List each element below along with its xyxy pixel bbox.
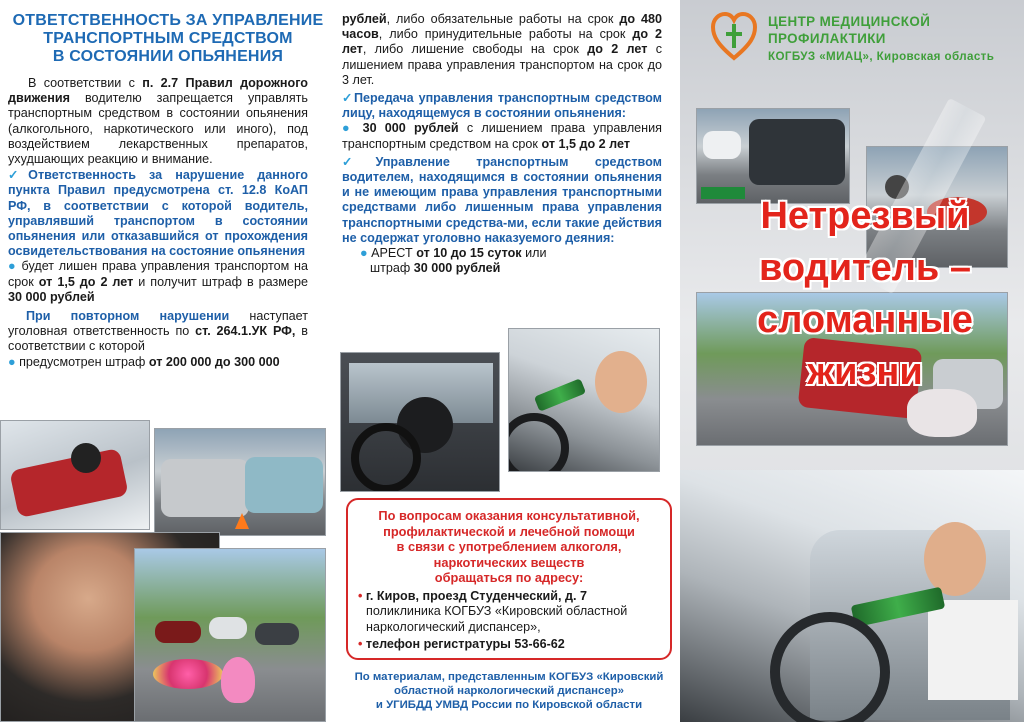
title-line-2: ТРАНСПОРТНЫМ СРЕДСТВОМ: [43, 30, 293, 47]
drinking-driver-photo: [508, 328, 660, 472]
sleeping-driver-photo: [340, 352, 500, 492]
main-title: Нетрезвый водитель – сломанные жизни: [757, 195, 973, 393]
contact-heading: По вопросам оказания консультативной, профилактической и лечебной помощи в связи с употреблением алкоголя, наркотических веществ обращаться по адресу:: [378, 508, 640, 585]
overturned-car-photo: [0, 420, 150, 530]
title-line-3: В СОСТОЯНИИ ОПЬЯНЕНИЯ: [52, 48, 284, 65]
drunk-driver-car-photo: [680, 470, 1024, 722]
koap-check-paragraph: ✓Ответственность за нарушение данного пункта Правил предусмотрена ст. 12.8 КоАП РФ, в соответствии с которой водитель, управлявший транспортом в состоянии опьянения или отказавшийся от прохождения освидетельствования на состояние опьянения: [8, 168, 308, 259]
logo-line-1: ЦЕНТР МЕДИЦИНСКОЙ: [768, 14, 931, 29]
crashed-cars-photo: [154, 428, 326, 536]
responsibility-title: [0, 0, 336, 66]
heart-logo-icon: [711, 12, 757, 62]
contact-box: [346, 498, 672, 660]
penalty-bullet: ● будет лишен права управления транспортом на срок от 1,5 до 2 лет и получит штраф в размере 30 000 рублей: [8, 259, 308, 304]
logo-line-3: КОГБУЗ «МИАЦ», Кировская область: [768, 50, 995, 63]
middle-panel: [336, 0, 680, 722]
bullet-icon: ●: [342, 121, 355, 136]
no-license-check-paragraph: ✓Управление транспортным средством водителем, находящимся в состоянии опьянения и не имеющим права управления транспортными средствами либо лишенным права управления транспортными средства-ми, если такие действия не содержат уголовно наказуемого деяния:: [342, 154, 662, 245]
right-panel: [680, 0, 1024, 722]
transfer-bullet: ● 30 000 рублей с лишением права управления транспортным средством на срок от 1,5 до 2 лет: [342, 121, 662, 151]
arrest-bullet: ● АРЕСТ от 10 до 15 суток или штраф 30 000 рублей: [360, 246, 547, 276]
transfer-check-paragraph: ✓Передача управления транспортным средством лицу, находящемуся в состоянии опьянения:: [342, 91, 662, 121]
criminal-penalty-paragraph: рублей, либо обязательные работы на срок до 480 часов, либо принудительные работы на срок до 2 лет, либо лишение свободы на срок до 2 лет с лишением права управления транспортом на срок до 3 лет.: [342, 12, 663, 87]
intro-paragraph: В соответствии с п. 2.7 Правил дорожного движения водителю запрещается управлять транспортным средством в состоянии опьянения (алкогольного, наркотического или иного), под воздействием лекарственных препаратов, ухудшающих реакцию и внимание.: [8, 76, 308, 167]
bullet-icon: ●: [360, 246, 368, 261]
bullet-icon: •: [358, 588, 363, 603]
fine-bullet: ● предусмотрен штраф от 200 000 до 300 000: [8, 354, 280, 369]
address: • г. Киров, проезд Студенческий, д. 7 поликлиника КОГБУЗ «Кировский областной наркологический диспансер»,: [358, 588, 628, 634]
bullet-icon: •: [358, 637, 363, 651]
check-icon: ✓: [342, 154, 376, 169]
check-icon: ✓: [342, 91, 354, 106]
phone: • телефон регистратуры 53-66-62: [358, 637, 565, 651]
source-note: По материалам, представленным КОГБУЗ «Кировский областной наркологический диспансер» и УГИБДД УМВД России по Кировской области: [354, 671, 664, 711]
check-icon: ✓: [8, 168, 29, 183]
repeat-violation-paragraph: При повторном нарушении наступает уголовная ответственность по ст. 264.1.УК РФ, в соответствии с которой: [8, 309, 308, 354]
left-panel: [0, 0, 336, 722]
bullet-icon: ●: [8, 259, 17, 274]
roadside-memorial-photo: [134, 548, 326, 722]
logo-line-2: ПРОФИЛАКТИКИ: [768, 31, 886, 46]
bullet-icon: ●: [8, 354, 16, 369]
title-line-1: ОТВЕТСТВЕННОСТЬ ЗА УПРАВЛЕНИЕ: [12, 12, 324, 29]
